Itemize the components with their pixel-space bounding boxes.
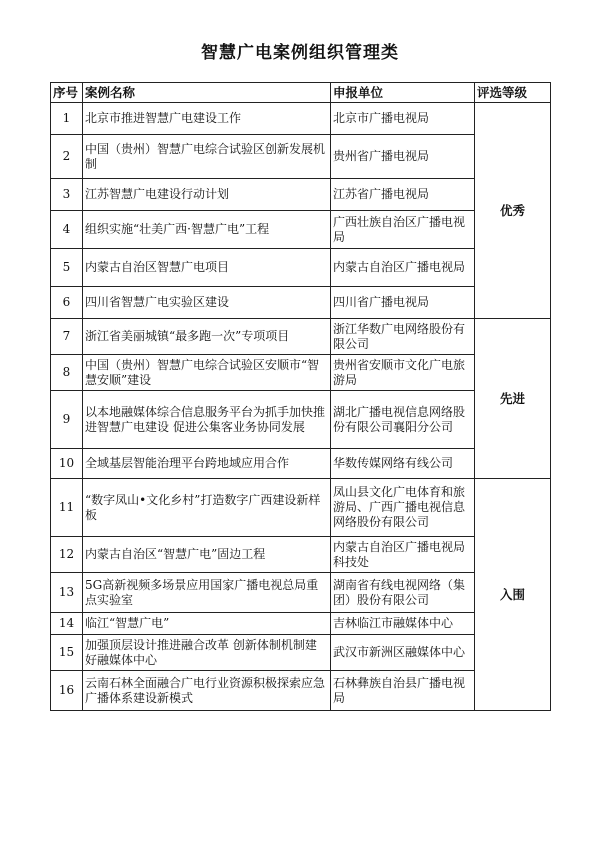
case-name: 临江“智慧广电”	[83, 613, 331, 635]
row-number: 5	[51, 249, 83, 287]
row-number: 10	[51, 449, 83, 479]
level-finalist: 入围	[475, 479, 551, 711]
unit-name: 吉林临江市融媒体中心	[331, 613, 475, 635]
unit-name: 湖南省有线电视网络（集团）股份有限公司	[331, 573, 475, 613]
header-case-name: 案例名称	[83, 83, 331, 103]
row-number: 14	[51, 613, 83, 635]
unit-name: 内蒙古自治区广播电视局	[331, 249, 475, 287]
unit-name-text: 凤山县文化广电体育和旅游局、广西广播电视信息网络股份有限公司	[333, 485, 466, 529]
unit-name: 湖北广播电视信息网络股份有限公司襄阳分公司	[331, 391, 475, 449]
case-name: 以本地融媒体综合信息服务平台为抓手加快推进智慧广电建设 促进公集客业务协同发展	[83, 391, 331, 449]
level-advanced: 先进	[475, 319, 551, 479]
case-name: 5G高新视频多场景应用国家广播电视总局重点实验室	[83, 573, 331, 613]
case-name: 江苏智慧广电建设行动计划	[83, 179, 331, 211]
document-title: 智慧广电案例组织管理类	[201, 43, 399, 63]
header-number: 序号	[51, 83, 83, 103]
header-level: 评选等级	[475, 83, 551, 103]
row-number: 13	[51, 573, 83, 613]
level-excellent: 优秀	[475, 103, 551, 319]
case-name: 北京市推进智慧广电建设工作	[83, 103, 331, 135]
unit-name: 贵州省广播电视局	[331, 135, 475, 179]
unit-name	[331, 479, 475, 537]
case-name: 加强顶层设计推进融合改革 创新体制机制建好融媒体中心	[83, 635, 331, 671]
row-number: 12	[51, 537, 83, 573]
case-name: 中国（贵州）智慧广电综合试验区安顺市“智慧安顺”建设	[83, 355, 331, 391]
table-header-row	[51, 83, 551, 103]
case-name: 全域基层智能治理平台跨地域应用合作	[83, 449, 331, 479]
unit-name: 四川省广播电视局	[331, 287, 475, 319]
table-row	[51, 479, 551, 537]
unit-name: 华数传媒网络有线公司	[331, 449, 475, 479]
unit-name: 广西壮族自治区广播电视局	[331, 211, 475, 249]
case-name: 四川省智慧广电实验区建设	[83, 287, 331, 319]
case-name: 云南石林全面融合广电行业资源积极探索应急广播体系建设新模式	[83, 671, 331, 711]
unit-name: 北京市广播电视局	[331, 103, 475, 135]
table-row	[51, 103, 551, 135]
case-table	[50, 82, 551, 711]
header-unit: 申报单位	[331, 83, 475, 103]
row-number: 16	[51, 671, 83, 711]
case-name: 内蒙古自治区智慧广电项目	[83, 249, 331, 287]
row-number: 3	[51, 179, 83, 211]
row-number: 11	[51, 479, 83, 537]
row-number: 7	[51, 319, 83, 355]
row-number: 4	[51, 211, 83, 249]
row-number: 2	[51, 135, 83, 179]
case-name: 中国（贵州）智慧广电综合试验区创新发展机制	[83, 135, 331, 179]
row-number: 8	[51, 355, 83, 391]
unit-name: 贵州省安顺市文化广电旅游局	[331, 355, 475, 391]
table-row	[51, 319, 551, 355]
case-name: “数字凤山•文化乡村”打造数字广西建设新样板	[83, 479, 331, 537]
case-name: 组织实施“壮美广西·智慧广电”工程	[83, 211, 331, 249]
unit-name: 石林彝族自治县广播电视局	[331, 671, 475, 711]
row-number: 1	[51, 103, 83, 135]
unit-name: 浙江华数广电网络股份有限公司	[331, 319, 475, 355]
row-number: 6	[51, 287, 83, 319]
unit-name: 江苏省广播电视局	[331, 179, 475, 211]
unit-name: 武汉市新洲区融媒体中心	[331, 635, 475, 671]
row-number: 15	[51, 635, 83, 671]
case-name: 内蒙古自治区“智慧广电”固边工程	[83, 537, 331, 573]
case-name: 浙江省美丽城镇“最多跑一次”专项项目	[83, 319, 331, 355]
unit-name: 内蒙古自治区广播电视局科技处	[331, 537, 475, 573]
row-number: 9	[51, 391, 83, 449]
